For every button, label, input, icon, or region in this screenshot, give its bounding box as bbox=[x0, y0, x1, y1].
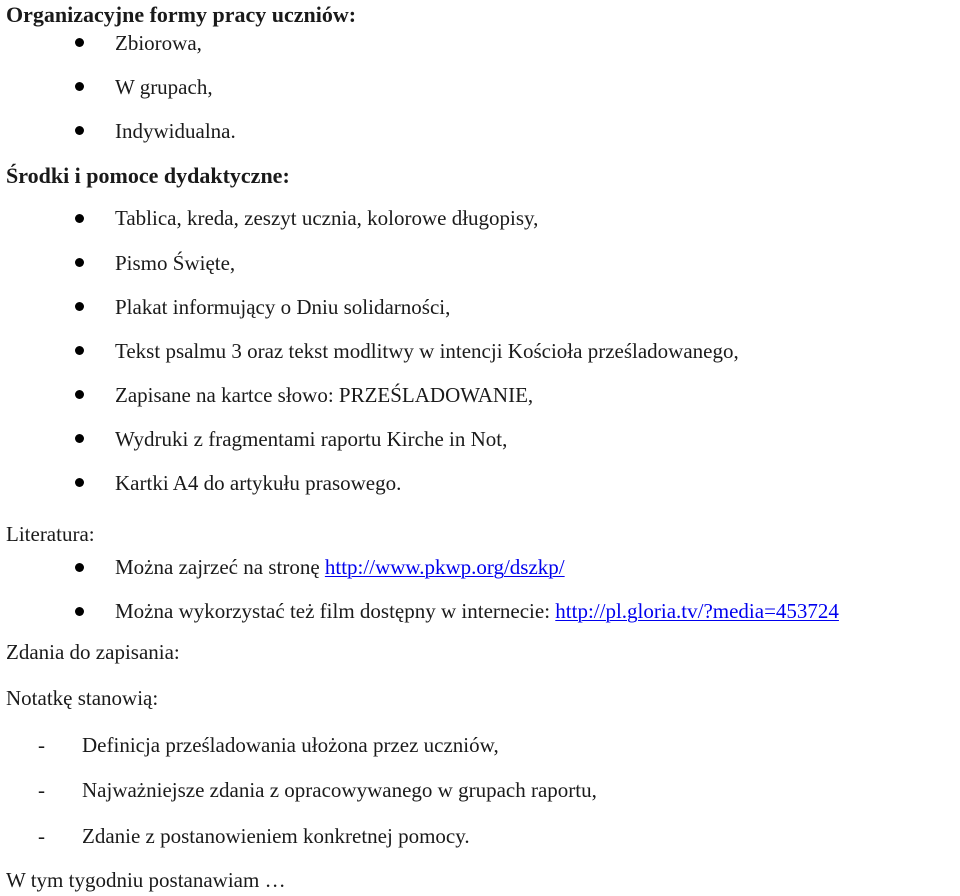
literature-item bbox=[115, 557, 565, 578]
sentence-item: Najważniejsze zdania z opracowywanego w grupach raportu, bbox=[82, 778, 597, 802]
bullet-icon bbox=[75, 563, 84, 572]
aids-heading: Środki i pomoce dydaktyczne: bbox=[6, 163, 290, 188]
aids-item: Kartki A4 do artykułu prasowego. bbox=[115, 471, 402, 495]
literature-item-text: Można wykorzystać też film dostępny w internecie: bbox=[115, 599, 556, 623]
forms-item: Indywidualna. bbox=[115, 119, 236, 143]
literature-item bbox=[115, 601, 839, 622]
dash-marker: - bbox=[38, 733, 45, 757]
aids-item: Wydruki z fragmentami raportu Kirche in Not, bbox=[115, 427, 508, 451]
bullet-icon bbox=[75, 390, 84, 399]
sentences-intro: Notatkę stanowią: bbox=[6, 686, 159, 710]
literature-item-text: Można zajrzeć na stronę bbox=[115, 555, 325, 579]
bullet-icon bbox=[75, 258, 84, 267]
aids-item: Pismo Święte, bbox=[115, 251, 236, 275]
bullet-icon bbox=[75, 434, 84, 443]
bullet-icon bbox=[75, 126, 84, 135]
pkwp-link[interactable]: http://www.pkwp.org/dszkp/ bbox=[324, 555, 565, 579]
sentence-item: Zdanie z postanowieniem konkretnej pomocy. bbox=[82, 824, 470, 848]
bullet-icon bbox=[75, 607, 84, 616]
gloria-link[interactable]: http://pl.gloria.tv/?media=453724 bbox=[555, 599, 839, 623]
literature-heading: Literatura: bbox=[6, 522, 95, 546]
bullet-icon bbox=[75, 38, 84, 47]
dash-marker: - bbox=[38, 778, 45, 802]
forms-heading: Organizacyjne formy pracy uczniów: bbox=[6, 2, 357, 27]
bullet-icon bbox=[75, 82, 84, 91]
bullet-icon bbox=[75, 478, 84, 487]
bullet-icon bbox=[75, 346, 84, 355]
forms-item: Zbiorowa, bbox=[115, 31, 202, 55]
bullet-icon bbox=[75, 302, 84, 311]
bullet-icon bbox=[75, 214, 84, 223]
aids-item: Plakat informujący o Dniu solidarności, bbox=[115, 295, 451, 319]
forms-item: W grupach, bbox=[115, 75, 213, 99]
closing-line: W tym tygodniu postanawiam … bbox=[6, 868, 286, 892]
dash-marker: - bbox=[38, 824, 45, 848]
aids-item: Tablica, kreda, zeszyt ucznia, kolorowe długopisy, bbox=[115, 206, 539, 230]
sentence-item: Definicja prześladowania ułożona przez uczniów, bbox=[82, 733, 499, 757]
sentences-heading: Zdania do zapisania: bbox=[6, 640, 180, 664]
aids-item: Tekst psalmu 3 oraz tekst modlitwy w intencji Kościoła prześladowanego, bbox=[115, 339, 739, 363]
aids-item: Zapisane na kartce słowo: PRZEŚLADOWANIE, bbox=[115, 383, 534, 407]
